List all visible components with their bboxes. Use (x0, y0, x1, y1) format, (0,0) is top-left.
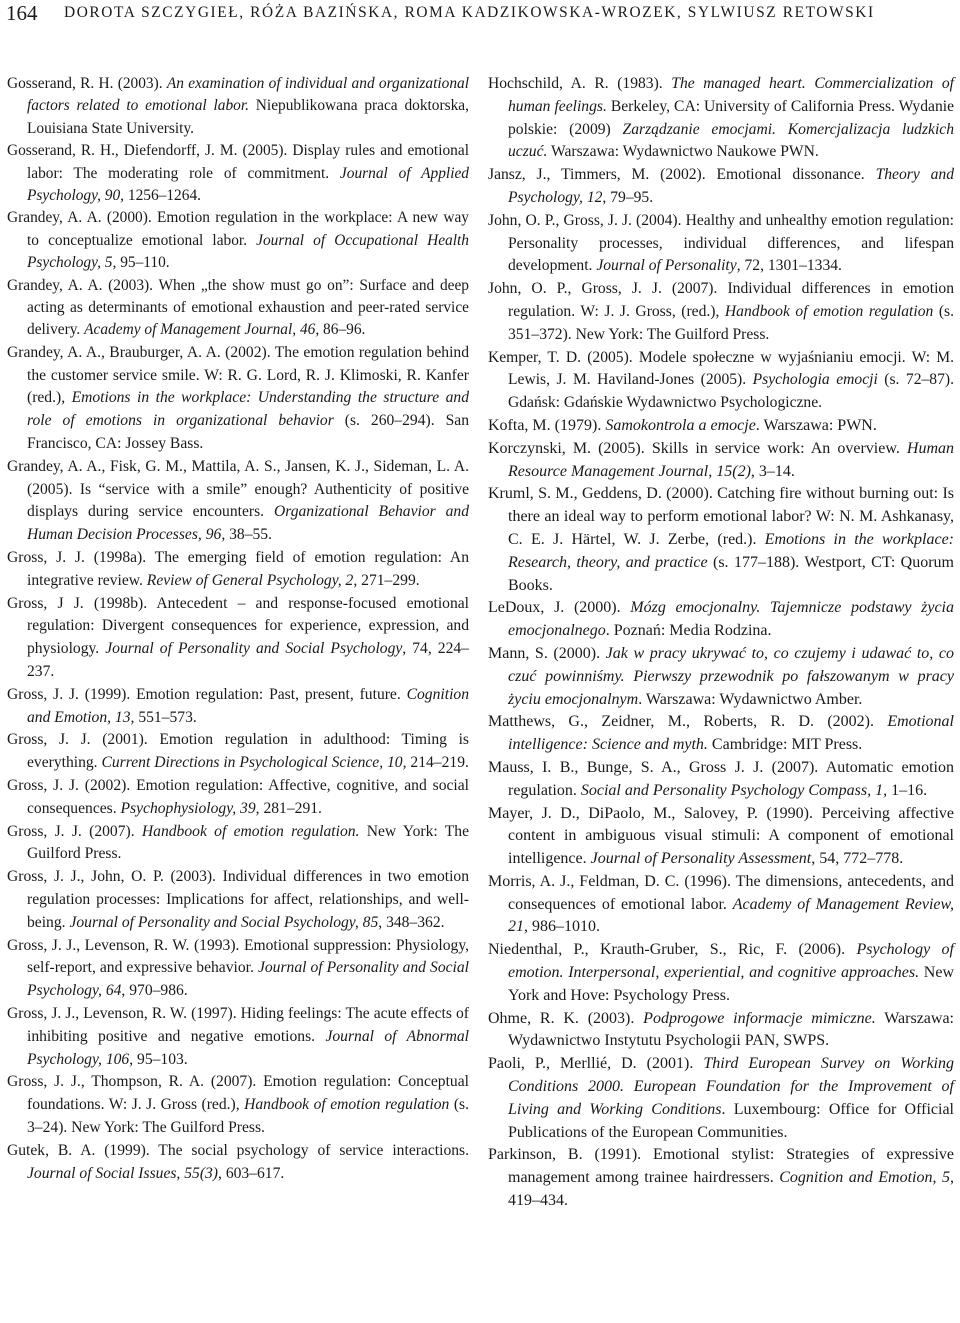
reference-entry: Ohme, R. K. (2003). Podprogowe informacje mimiczne. Warszawa: Wydawnictwo Instytutu Psychologii PAN, SWPS. (488, 1009, 954, 1050)
reference-entry: Gosserand, R. H. (2003). An examination of individual and organizational factors related to emotional labor. Niepublikowana praca doktorska, Louisiana State University. (7, 75, 469, 137)
reference-entry: Gutek, B. A. (1999). The social psychology of service interactions. Journal of Social Issues, 55(3), 603–617. (7, 1141, 469, 1182)
reference-entry: Gross, J. J., Levenson, R. W. (1993). Emotional suppression: Physiology, self-report, and expressive behavior. Journal of Personality and Social Psychology, 64, 970–986. (7, 936, 470, 1000)
reference-entry: Gross, J. J. (1999). Emotion regulation: Past, present, future. Cognition and Emotion, 13, 551–573. (7, 685, 469, 726)
reference-entry: Gross, J. J., John, O. P. (2003). Individual differences in two emotion regulation processes: Implications for affect, relationships, and well-being. Journal of Personality and Social Psychology, 85, 348–362. (7, 868, 469, 931)
reference-entry: Gosserand, R. H., Diefendorff, J. M. (2005). Display rules and emotional labor: The moderating role of commitment. Journal of Applied Psychology, 90, 1256–1264. (7, 142, 469, 205)
reference-entry: Korczynski, M. (2005). Skills in service work: An overview. Human Resource Management Journal, 15(2), 3–14. (488, 439, 954, 480)
running-head: DOROTA SZCZYGIEŁ, RÓŻA BAZIŃSKA, ROMA KADZIKOWSKA-WROZEK, SYLWIUSZ RETOWSKI (64, 4, 875, 21)
reference-entry: Niedenthal, P., Krauth-Gruber, S., Ric, F. (2006). Psychology of emotion. Interpersonal, experiential, and cognitive approaches. New York and Hove: Psychology Press. (488, 941, 955, 1004)
reference-entry: Hochschild, A. R. (1983). The managed heart. Commercialization of human feelings. Berkeley, CA: University of California Press. Wydanie polskie: (2009) Zarządzanie emocjami. Komercjalizacja ludzkich uczuć. Warszawa: Wydawnictwo Naukowe PWN. (488, 75, 954, 161)
reference-entry: Morris, A. J., Feldman, D. C. (1996). The dimensions, antecedents, and consequences of emotional labor. Academy of Management Review, 21, 986–1010. (488, 872, 955, 936)
reference-entry: Paoli, P., Merllié, D. (2001). Third European Survey on Working Conditions 2000. European Foundation for the Improvement of Living and Working Conditions. Luxembourg: Office for Official Publications of the European Communities. (488, 1055, 954, 1141)
reference-entry: Gross, J. J., Thompson, R. A. (2007). Emotion regulation: Conceptual foundations. W: J. J. Gross (red.), Handbook of emotion regulation (s. 3–24). New York: The Guilford Press. (7, 1073, 470, 1136)
reference-entry: Grandey, A. A. (2000). Emotion regulation in the workplace: A new way to conceptualize emotional labor. Journal of Occupational Health Psychology, 5, 95–110. (7, 209, 469, 272)
reference-entry: Gross, J. J. (2001). Emotion regulation in adulthood: Timing is everything. Current Directions in Psychological Science, 10, 214–219. (7, 731, 469, 772)
reference-entry: John, O. P., Gross, J. J. (2007). Individual differences in emotion regulation. W: J. J. Gross, (red.), Handbook of emotion regulation (s. 351–372). New York: The Guilford Press. (488, 280, 955, 343)
reference-entry: LeDoux, J. (2000). Mózg emocjonalny. Tajemnicze podstawy życia emocjonalnego. Poznań: Media Rodzina. (488, 599, 955, 640)
reference-entry: Parkinson, B. (1991). Emotional stylist: Strategies of expressive management among trainee hairdressers. Cognition and Emotion, 5, 419–434. (488, 1146, 954, 1210)
page-number: 164 (6, 1, 38, 25)
reference-entry: Kruml, S. M., Geddens, D. (2000). Catching fire without burning out: Is there an ideal way to perform emotional labor? W: N. M. Ashkanasy, C. E. J. Härtel, W. J. Zerbe, (red.). Emotions in the workplace: Research, theory, and practice (s. 177–188). Westport, CT: Quorum Books. (488, 485, 955, 594)
reference-entry: Kemper, T. D. (2005). Modele społeczne w wyjaśnianiu emocji. W: M. Lewis, J. M. Haviland-Jones (2005). Psychologia emocji (s. 72–87). Gdańsk: Gdańskie Wydawnictwo Psychologiczne. (488, 348, 954, 412)
reference-entry: Mauss, I. B., Bunge, S. A., Gross J. J. (2007). Automatic emotion regulation. Social and Personality Psychology Compass, 1, 1–16. (488, 758, 954, 799)
reference-entry: Gross, J. J., Levenson, R. W. (1997). Hiding feelings: The acute effects of inhibiting positive and negative emotions. Journal of Abnormal Psychology, 106, 95–103. (7, 1004, 469, 1068)
reference-entry: Kofta, M. (1979). Samokontrola a emocje. Warszawa: PWN. (488, 416, 877, 434)
reference-entry: Gross, J. J. (2002). Emotion regulation: Affective, cognitive, and social consequences. Psychophysiology, 39, 281–291. (7, 777, 469, 817)
reference-entry: Grandey, A. A., Fisk, G. M., Mattila, A. S., Jansen, K. J., Sideman, L. A. (2005). Is “service with a smile” enough? Authenticity of positive displays during service encounters. Organizational Behavior and Human Decision Processes, 96, 38–55. (7, 457, 469, 544)
reference-entry: Gross, J. J. (2007). Handbook of emotion regulation. New York: The Guilford Press. (7, 822, 469, 863)
references-right-column (488, 73, 954, 1213)
reference-entry: Gross, J J. (1998b). Antecedent – and response-focused emotional regulation: Divergent consequences for experience, expression, and physiology. Journal of Personality and Social Psychology, 74, 224–237. (7, 594, 469, 681)
reference-entry: Gross, J. J. (1998a). The emerging field of emotion regulation: An integrative review. Review of General Psychology, 2, 271–299. (7, 549, 469, 589)
reference-entry: Grandey, A. A., Brauburger, A. A. (2002). The emotion regulation behind the customer service smile. W: R. G. Lord, R. J. Klimoski, R. Kanfer (red.), Emotions in the workplace: Understanding the structure and role of emotions in organizational behavior (s. 260–294). San Francisco, CA: Jossey Bass. (7, 343, 469, 453)
reference-entry: Matthews, G., Zeidner, M., Roberts, R. D. (2002). Emotional intelligence: Science and myth. Cambridge: MIT Press. (488, 713, 954, 754)
references-left-column (7, 73, 469, 1185)
reference-entry: John, O. P., Gross, J. J. (2004). Healthy and unhealthy emotion regulation: Personality processes, individual differences, and lifespan development. Journal of Personality, 72, 1301–1334. (488, 211, 954, 275)
reference-entry: Mann, S. (2000). Jak w pracy ukrywać to, co czujemy i udawać to, co czuć powinniśmy. Pierwszy przewodnik po fałszowanym w pracy życiu emocjonalnym. Warszawa: Wydawnictwo Amber. (488, 644, 954, 708)
reference-entry: Grandey, A. A. (2003). When „the show must go on”: Surface and deep acting as determinants of emotional exhaustion and peer-rated service delivery. Academy of Management Journal, 46, 86–96. (7, 276, 469, 339)
page-header (0, 0, 960, 38)
reference-entry: Mayer, J. D., DiPaolo, M., Salovey, P. (1990). Perceiving affective content in ambiguous visual stimuli: A component of emotional intelligence. Journal of Personality Assessment, 54, 772–778. (488, 804, 954, 868)
reference-entry: Jansz, J., Timmers, M. (2002). Emotional dissonance. Theory and Psychology, 12, 79–95. (488, 166, 955, 206)
